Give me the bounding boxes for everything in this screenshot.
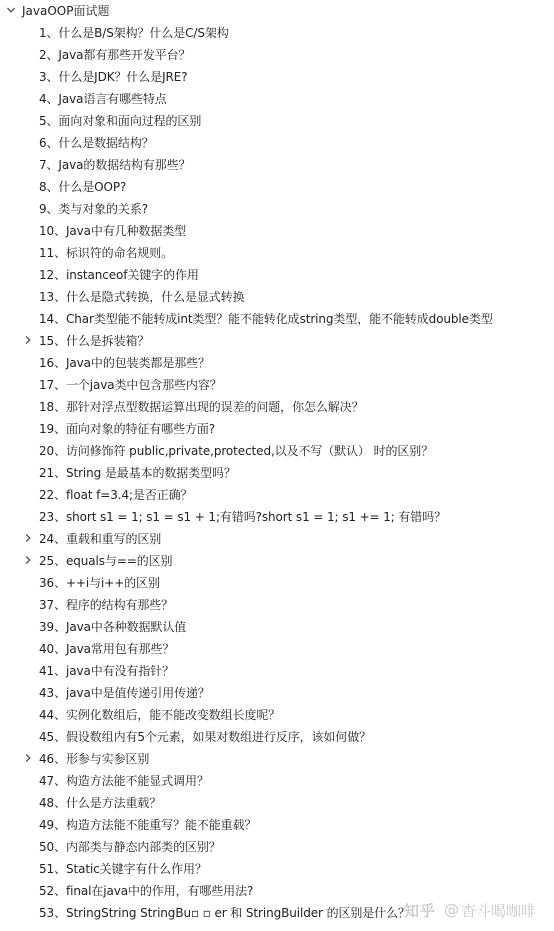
outline-item-label: 44、实例化数组后，能不能改变数组长度呢？: [39, 708, 281, 722]
outline-item[interactable]: [0, 528, 554, 550]
outline-item-label: 25、equals与==的区别: [39, 554, 173, 568]
outline-item-label: 24、重载和重写的区别: [39, 532, 162, 546]
outline-item[interactable]: [0, 660, 554, 682]
outline-item-label: 52、final在java中的作用，有哪些用法?: [39, 884, 254, 898]
outline-item[interactable]: [0, 198, 554, 220]
chevron-right-icon[interactable]: [22, 334, 34, 346]
outline-item-label: 48、什么是方法重载？: [39, 796, 162, 810]
outline-item-label: 9、类与对象的关系?: [39, 202, 149, 216]
outline-item-label: 2、Java都有那些开发平台？: [39, 48, 191, 62]
watermark-logo: 知乎: [404, 901, 437, 920]
outline-item-label: 21、String 是最基本的数据类型吗？: [39, 466, 236, 480]
outline-item-label: 46、形参与实参区别: [39, 752, 150, 766]
outline-item[interactable]: [0, 748, 554, 770]
outline-item[interactable]: [0, 704, 554, 726]
outline-item-label: 15、什么是拆装箱？: [39, 334, 150, 348]
outline-item[interactable]: [0, 880, 554, 902]
outline-item-label: 16、Java中的包装类都是那些？: [39, 356, 210, 370]
outline-item-label: 40、Java常用包有那些？: [39, 642, 175, 656]
outline-item-label: 53、StringString StringBu▫ ▫ er 和 StringBuilder 的区别是什么？: [39, 906, 410, 920]
outline-item-label: 6、什么是数据结构？: [39, 136, 154, 150]
outline-item[interactable]: [0, 154, 554, 176]
outline-item[interactable]: [0, 616, 554, 638]
outline-item-label: 19、面向对象的特征有哪些方面?: [39, 422, 216, 436]
outline-root[interactable]: [0, 0, 554, 22]
outline-item[interactable]: [0, 792, 554, 814]
outline-item-label: 12、instanceof关键字的作用: [39, 268, 199, 282]
outline-item[interactable]: [0, 374, 554, 396]
chevron-right-icon[interactable]: [22, 532, 34, 544]
outline-item-label: 39、Java中各种数据默认值: [39, 620, 187, 634]
outline-item[interactable]: [0, 352, 554, 374]
outline-item-label: 47、构造方法能不能显式调用？: [39, 774, 209, 788]
outline-item-label: 14、Char类型能不能转成int类型？能不能转化成string类型，能不能转成double类型: [39, 312, 493, 326]
outline-item[interactable]: [0, 66, 554, 88]
outline-item-label: 43、java中是值传递引用传递？: [39, 686, 210, 700]
outline-item[interactable]: [0, 594, 554, 616]
outline-item-label: 20、访问修饰符 public,private,protected,以及不写（默认） 时的区别？: [39, 444, 434, 458]
outline-item[interactable]: [0, 330, 554, 352]
outline-item[interactable]: [0, 484, 554, 506]
outline-item-label: 17、一个java类中包含那些内容？: [39, 378, 222, 392]
outline-item-label: 1、什么是B/S架构？什么是C/S架构: [39, 26, 229, 40]
outline-item[interactable]: [0, 44, 554, 66]
outline-item-label: 37、程序的结构有那些？: [39, 598, 174, 612]
outline-item[interactable]: [0, 264, 554, 286]
outline-item-label: 49、构造方法能不能重写？能不能重载？: [39, 818, 257, 832]
outline-item[interactable]: [0, 242, 554, 264]
outline-item[interactable]: [0, 682, 554, 704]
outline-item-label: 50、内部类与静态内部类的区别？: [39, 840, 221, 854]
outline-item-label: 11、标识符的命名规则。: [39, 246, 174, 260]
outline-item-label: 45、假设数组内有5个元素，如果对数组进行反序，该如何做？: [39, 730, 372, 744]
watermark-user: 杳斗喝咖啡: [461, 901, 537, 920]
outline-item[interactable]: [0, 132, 554, 154]
outline-item-label: 8、什么是OOP?: [39, 180, 127, 194]
outline-item[interactable]: [0, 396, 554, 418]
outline-item[interactable]: [0, 308, 554, 330]
outline-item[interactable]: [0, 418, 554, 440]
outline-item[interactable]: [0, 814, 554, 836]
outline-item[interactable]: [0, 726, 554, 748]
outline-item[interactable]: [0, 572, 554, 594]
outline-item[interactable]: [0, 110, 554, 132]
outline-item[interactable]: [0, 22, 554, 44]
chevron-right-icon[interactable]: [22, 752, 34, 764]
outline-item-label: 41、java中有没有指针？: [39, 664, 175, 678]
outline-item-label: 18、那针对浮点型数据运算出现的误差的问题，你怎么解决？: [39, 400, 364, 414]
outline-item-label: 13、什么是隐式转换，什么是显式转换: [39, 290, 245, 304]
outline-item[interactable]: [0, 550, 554, 572]
outline-item[interactable]: [0, 902, 554, 924]
outline-item-label: 4、Java语言有哪些特点: [39, 92, 167, 106]
chevron-down-icon[interactable]: [4, 3, 18, 17]
outline-item-label: 7、Java的数据结构有那些？: [39, 158, 191, 172]
watermark-separator: @: [444, 901, 460, 919]
outline-root-label: JavaOOP面试题: [22, 4, 110, 18]
outline-item-label: 51、Static关键字有什么作用？: [39, 862, 207, 876]
outline-item-label: 23、short s1 = 1; s1 = s1 + 1;有错吗?short s1 = 1; s1 += 1; 有错吗？: [39, 510, 447, 524]
outline-item[interactable]: [0, 836, 554, 858]
outline-item-label: 3、什么是JDK？什么是JRE?: [39, 70, 188, 84]
outline-item-list: [0, 22, 554, 924]
outline-item[interactable]: [0, 286, 554, 308]
outline-item[interactable]: [0, 770, 554, 792]
outline-item[interactable]: [0, 638, 554, 660]
outline-item[interactable]: [0, 858, 554, 880]
outline-item[interactable]: [0, 506, 554, 528]
chevron-right-icon[interactable]: [22, 554, 34, 566]
outline-item[interactable]: [0, 88, 554, 110]
outline-item-label: 10、Java中有几种数据类型: [39, 224, 187, 238]
outline-item[interactable]: [0, 440, 554, 462]
outline-item-label: 5、面向对象和面向过程的区别: [39, 114, 202, 128]
outline-item[interactable]: [0, 176, 554, 198]
outline-item-label: 22、float f=3.4;是否正确？: [39, 488, 193, 502]
outline-item[interactable]: [0, 462, 554, 484]
outline-item[interactable]: [0, 220, 554, 242]
outline-item-label: 36、++i与i++的区别: [39, 576, 160, 590]
